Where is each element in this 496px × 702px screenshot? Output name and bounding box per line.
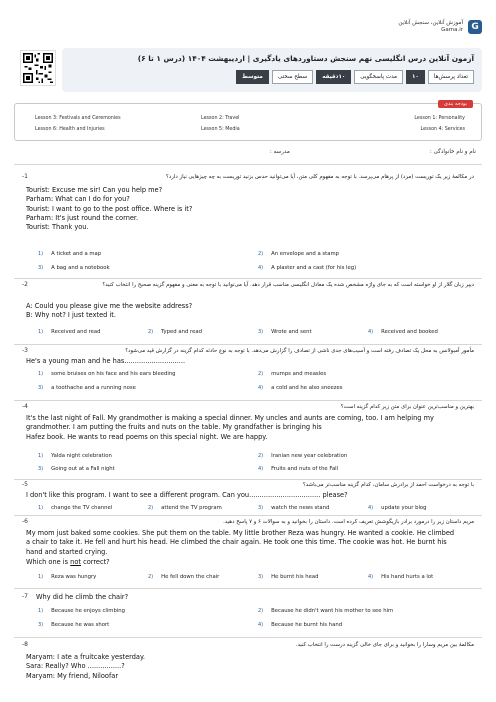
question-dialogue: A: Could you please give me the website address? B: Why not? I just texted it. bbox=[26, 302, 193, 320]
question-7 bbox=[14, 593, 482, 637]
question-number: -6 bbox=[22, 518, 28, 525]
question-sub: Which one is not correct? bbox=[26, 558, 110, 566]
brand-site: Gama.ir bbox=[441, 27, 463, 34]
option-2[interactable]: 2) attend the TV program bbox=[148, 505, 222, 511]
meta-value-count: ۱۰ bbox=[406, 70, 425, 84]
option-3[interactable]: 3) watch the news stand bbox=[258, 505, 330, 511]
divider bbox=[14, 515, 482, 516]
question-sentence: I don't like this program. I want to see a different program. Can you.................................. please? bbox=[26, 491, 348, 499]
option-4[interactable]: 4) His hand hurts a lot bbox=[368, 574, 434, 580]
question-prompt: دیپر زبان گلار از او خواسته است که به جای واژه مشخص شده یک معادل انگلیسی مناسب قرار دهد. آیا می‌توانید با توجه به معنی و مفهوم گزینه صحیح را انتخاب کنید؟ bbox=[102, 282, 474, 288]
student-info bbox=[270, 149, 476, 155]
divider bbox=[14, 164, 482, 165]
topics-badge: بودجه بندی bbox=[438, 100, 473, 108]
gama-logo-icon: G bbox=[468, 20, 482, 34]
brand-text bbox=[398, 20, 463, 35]
divider bbox=[14, 400, 482, 401]
question-number: -2 bbox=[22, 281, 28, 288]
divider bbox=[14, 479, 482, 480]
header bbox=[14, 14, 482, 100]
question-5 bbox=[14, 481, 482, 515]
option-3[interactable]: 3) a toothache and a running nose bbox=[38, 385, 136, 391]
question-number: -8 bbox=[22, 641, 28, 648]
student-name-label[interactable]: نام و نام خانوادگی : bbox=[429, 149, 476, 155]
option-3[interactable]: 3) Wrote and sent bbox=[258, 329, 312, 335]
question-number: -7 bbox=[22, 593, 28, 600]
option-3[interactable]: 3) He burnt his head bbox=[258, 574, 319, 580]
meta-value-difficulty: متوسط bbox=[236, 70, 269, 84]
option-4[interactable]: 4) Received and booked bbox=[368, 329, 438, 335]
question-prompt: در مکالمۀ زیر یک توریست (مرد) از پرهام می‌پرسد. با توجه به مفهوم کلی متن، آیا می‌توانید حدس بزنید توریست به چه چیزهایی نیاز دارد؟ bbox=[165, 174, 474, 180]
divider bbox=[14, 637, 482, 638]
topic-item: Lesson 5: Media bbox=[201, 127, 240, 132]
meta-label-duration: مدت پاسخگویی bbox=[354, 70, 403, 84]
exam-title-box bbox=[62, 48, 482, 92]
question-6 bbox=[14, 518, 482, 586]
divider bbox=[14, 344, 482, 345]
school-label[interactable]: مدرسه : bbox=[269, 149, 290, 155]
question-prompt: بهترین و مناسب‌ترین عنوان برای متن زیر کدام گزینه است؟ bbox=[340, 404, 474, 410]
option-2[interactable]: 2) Typed and read bbox=[148, 329, 202, 335]
question-1 bbox=[14, 173, 482, 278]
option-1[interactable]: 1) some bruises on his face and his ears bleeding bbox=[38, 371, 176, 377]
option-2[interactable]: 2) He fell down the chair bbox=[148, 574, 220, 580]
exam-meta bbox=[236, 70, 474, 84]
divider bbox=[14, 278, 482, 279]
option-2[interactable]: 2) Iranian new year celebration bbox=[258, 453, 348, 459]
question-2 bbox=[14, 281, 482, 341]
option-1[interactable]: 1) change the TV channel bbox=[38, 505, 113, 511]
meta-value-duration: ۱۰دقیقه bbox=[316, 70, 351, 84]
option-1[interactable]: 1) Received and read bbox=[38, 329, 101, 335]
question-dialogue: Tourist: Excuse me sir! Can you help me? Parham: What can I do for you? Tourist: I want to go to the post office. Where is it? Parham: It's just round the corner. Tourist: Thank you. bbox=[26, 186, 193, 232]
question-passage: My mom just baked some cookies. She put them on the table. My little brother Reza was hungry. He wanted a cookie. He climbed a chair to take it. He fell and hurt his head. He climbed the chair again. He took one this time. The cookie was hot. He burnt his hand and started crying. bbox=[26, 529, 455, 556]
question-number: -1 bbox=[22, 173, 28, 180]
topic-item: Lesson 3: Festivals and Ceremonies bbox=[35, 116, 121, 121]
option-4[interactable]: 4) A plaster and a cast (for his leg) bbox=[258, 265, 357, 271]
option-4[interactable]: 4) update your blog bbox=[368, 505, 427, 511]
question-dialogue: Maryam: I ate a fruitcake yesterday. Sara: Really? Who ................? Maryam: My friend, Niloofar bbox=[26, 653, 146, 680]
option-2[interactable]: 2) An envelope and a stamp bbox=[258, 251, 340, 257]
option-4[interactable]: 4) Because he burnt his hand bbox=[258, 622, 343, 628]
option-1[interactable]: 1) Yalda night celebration bbox=[38, 453, 112, 459]
option-1[interactable]: 1) Because he enjoys climbing bbox=[38, 608, 126, 614]
option-3[interactable]: 3) Going out at a Fall night bbox=[38, 466, 115, 472]
divider bbox=[14, 588, 482, 589]
meta-label-difficulty: سطح سختی bbox=[272, 70, 313, 84]
question-number: -4 bbox=[22, 403, 28, 410]
question-prompt: مریم داستان زیر را درمورد برادر بازیگوشش تعریف کرده است. داستان را بخوانید و به سوالات ۶ و ۷ پاسخ دهید. bbox=[223, 519, 474, 525]
option-1[interactable]: 1) A ticket and a map bbox=[38, 251, 102, 257]
qr-code-icon bbox=[20, 50, 56, 86]
question-4 bbox=[14, 403, 482, 477]
question-prompt: با توجه به درخواست احمد از برادرش سامان، کدام گزینه مناسب‌تر می‌باشد؟ bbox=[302, 482, 474, 488]
topics-box bbox=[14, 103, 482, 141]
topic-item: Lesson 2: Travel bbox=[201, 116, 240, 121]
option-2[interactable]: 2) Because he didn't want his mother to see him bbox=[258, 608, 394, 614]
brand[interactable] bbox=[398, 20, 482, 35]
option-3[interactable]: 3) A bag and a notebook bbox=[38, 265, 110, 271]
question-number: -3 bbox=[22, 347, 28, 354]
option-4[interactable]: 4) Fruits and nuts of the Fall bbox=[258, 466, 339, 472]
question-sentence: He's a young man and he has............................. bbox=[26, 357, 186, 365]
question-prompt: مکالمۀ بین مریم وسارا را بخوانید و برای جای خالی گزینه درست را انتخاب کنید. bbox=[295, 642, 474, 648]
meta-label-count: تعداد پرسش‌ها bbox=[428, 70, 474, 84]
option-4[interactable]: 4) a cold and he also sneezes bbox=[258, 385, 343, 391]
question-sentence: Why did he climb the chair? bbox=[36, 593, 129, 601]
exam-title: آزمون آنلاین درس انگلیسی نهم سنجش دستاوردهای یادگیری | اردیبهشت ۱۴۰۴ (درس ۱ تا ۶) bbox=[137, 54, 474, 63]
question-8 bbox=[14, 641, 482, 699]
question-passage: It's the last night of Fall. My grandmother is making a special dinner. My uncles and aunts are coming, too. I am helping my grandmother. I am putting the fruits and nuts on the table. My grandfather is bringing his Hafez book. He wants to read poems on this special night. We are happy. bbox=[26, 414, 434, 441]
option-3[interactable]: 3) Because he was short bbox=[38, 622, 110, 628]
option-1[interactable]: 1) Reza was hungry bbox=[38, 574, 97, 580]
question-3 bbox=[14, 347, 482, 397]
question-prompt: مأمور آمبولانس به محل یک تصادف رفته است و آسیب‌های جدی ناشی از تصادف را گزارش می‌دهد. با توجه به نوع حادثه کدام گزینه در گزارش قید می‌شود؟ bbox=[125, 348, 474, 354]
question-number: -5 bbox=[22, 481, 28, 488]
brand-name: آموزش آنلاین، سنجش آنلاین bbox=[398, 20, 463, 26]
topic-item: Lesson 6: Health and Injuries bbox=[35, 127, 105, 132]
option-2[interactable]: 2) mumps and measles bbox=[258, 371, 327, 377]
topic-item: Lesson 4: Services bbox=[420, 127, 465, 132]
topic-item: Lesson 1: Personality bbox=[414, 116, 465, 121]
